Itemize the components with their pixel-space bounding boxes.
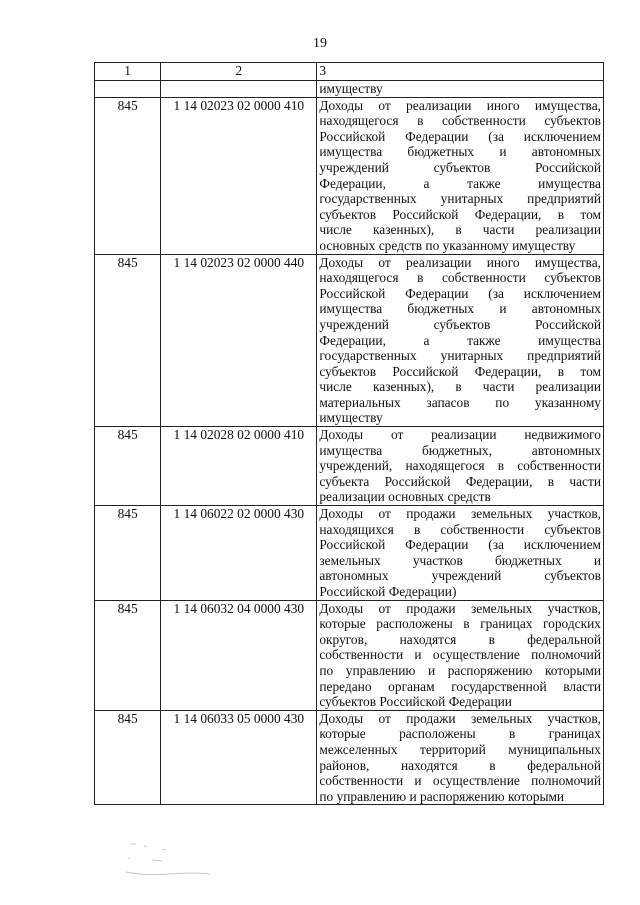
description-line: по управлению и распоряжению которыми (319, 788, 565, 804)
revenue-classification-table (94, 62, 604, 805)
description-line: Российской Федерации (за исключением (319, 128, 601, 144)
table-row (95, 506, 604, 601)
description-line: реализации основных средств (319, 489, 491, 505)
description-line: Российской Федерации (за исключением (319, 537, 601, 553)
description-line: субъектов Российской Федерации, в том (319, 363, 601, 379)
description-line: Федерации, а также имущества (319, 175, 601, 191)
description-line: учреждений, находящегося в собственности (319, 458, 601, 474)
description-line: имущества бюджетных и автономных (319, 301, 601, 317)
admin-code-cell: 845 (95, 97, 161, 254)
description-line: Доходы от продажи земельных участков, (319, 600, 601, 616)
description-line: находящегося в собственности субъектов (319, 270, 601, 286)
description-line: субъектов Российской Федерации, в том (319, 206, 601, 222)
description-cell (317, 600, 604, 710)
revenue-code-cell: 1 14 06022 02 0000 430 (161, 506, 317, 601)
page-number: 19 (313, 36, 327, 51)
table-row (95, 254, 604, 427)
description-line: государственных унитарных предприятий (319, 348, 601, 364)
description-line: районов, находятся в федеральной (319, 757, 601, 773)
description-line: числе казенных), в части реализации (319, 379, 601, 395)
admin-code-cell: 845 (95, 600, 161, 710)
description-line: Доходы от реализации иного имущества, (319, 97, 601, 113)
description-line: Федерации, а также имущества (319, 332, 601, 348)
description-cell (317, 427, 604, 506)
description-line: имущества бюджетных, автономных (319, 442, 601, 458)
description-line: Российской Федерации) (319, 584, 457, 599)
revenue-code-cell: 1 14 02028 02 0000 410 (161, 427, 317, 506)
description-line: земельных участков бюджетных и (319, 552, 601, 568)
revenue-code-cell: 1 14 02023 02 0000 440 (161, 254, 317, 427)
column-header-1: 1 (95, 63, 161, 81)
description-line: Российской Федерации (за исключением (319, 285, 601, 301)
continuation-code-cell (161, 81, 317, 98)
description-line: основных средств по указанному имуществу (319, 237, 576, 253)
table-header-row (95, 63, 604, 81)
description-line: Доходы от реализации иного имущества, (319, 254, 601, 270)
description-line: межселенных территорий муниципальных (319, 741, 601, 757)
description-line: округов, находятся в федеральной (319, 631, 601, 647)
admin-code-cell: 845 (95, 710, 161, 805)
description-line: субъекта Российской Федерации, в части (319, 473, 601, 489)
description-line: собственности и осуществление полномочий (319, 773, 601, 789)
table-row (95, 97, 604, 254)
revenue-code-cell: 1 14 06033 05 0000 430 (161, 710, 317, 805)
description-line: имуществу (319, 410, 383, 426)
description-line: находящегося в собственности субъектов (319, 113, 601, 129)
description-line: учреждений субъектов Российской (319, 159, 601, 175)
description-line: передано органам государственной власти (319, 678, 601, 694)
column-header-3: 3 (317, 63, 604, 81)
description-line: которые расположены в границах (319, 726, 601, 742)
continuation-admin-cell (95, 81, 161, 98)
description-cell (317, 710, 604, 805)
continuation-description-cell: имуществу (317, 81, 604, 98)
description-line: по управлению и распоряжению которыми (319, 662, 601, 678)
description-cell (317, 254, 604, 427)
description-line: материальных запасов по указанному (319, 394, 601, 410)
description-line: которые расположены в границах городских (319, 616, 601, 632)
admin-code-cell: 845 (95, 427, 161, 506)
table-row (95, 710, 604, 805)
description-line: собственности и осуществление полномочий (319, 647, 601, 663)
description-line: субъектов Российской Федерации (319, 694, 512, 710)
admin-code-cell: 845 (95, 254, 161, 427)
description-line: Доходы от продажи земельных участков, (319, 710, 601, 726)
description-line: Доходы от реализации недвижимого (319, 427, 601, 443)
faint-margin-scribble (122, 838, 242, 882)
column-header-2: 2 (161, 63, 317, 81)
description-line: учреждений субъектов Российской (319, 316, 601, 332)
description-cell (317, 506, 604, 601)
description-cell (317, 97, 604, 254)
description-line: находящихся в собственности субъектов (319, 521, 601, 537)
continuation-row (95, 81, 604, 98)
description-line: государственных унитарных предприятий (319, 191, 601, 207)
description-line: Доходы от продажи земельных участков, (319, 506, 601, 522)
description-line: автономных учреждений субъектов (319, 568, 601, 584)
description-line: числе казенных), в части реализации (319, 222, 601, 238)
table-row (95, 600, 604, 710)
description-line: имущества бюджетных и автономных (319, 144, 601, 160)
revenue-code-cell: 1 14 02023 02 0000 410 (161, 97, 317, 254)
table-row (95, 427, 604, 506)
revenue-code-cell: 1 14 06032 04 0000 430 (161, 600, 317, 710)
admin-code-cell: 845 (95, 506, 161, 601)
